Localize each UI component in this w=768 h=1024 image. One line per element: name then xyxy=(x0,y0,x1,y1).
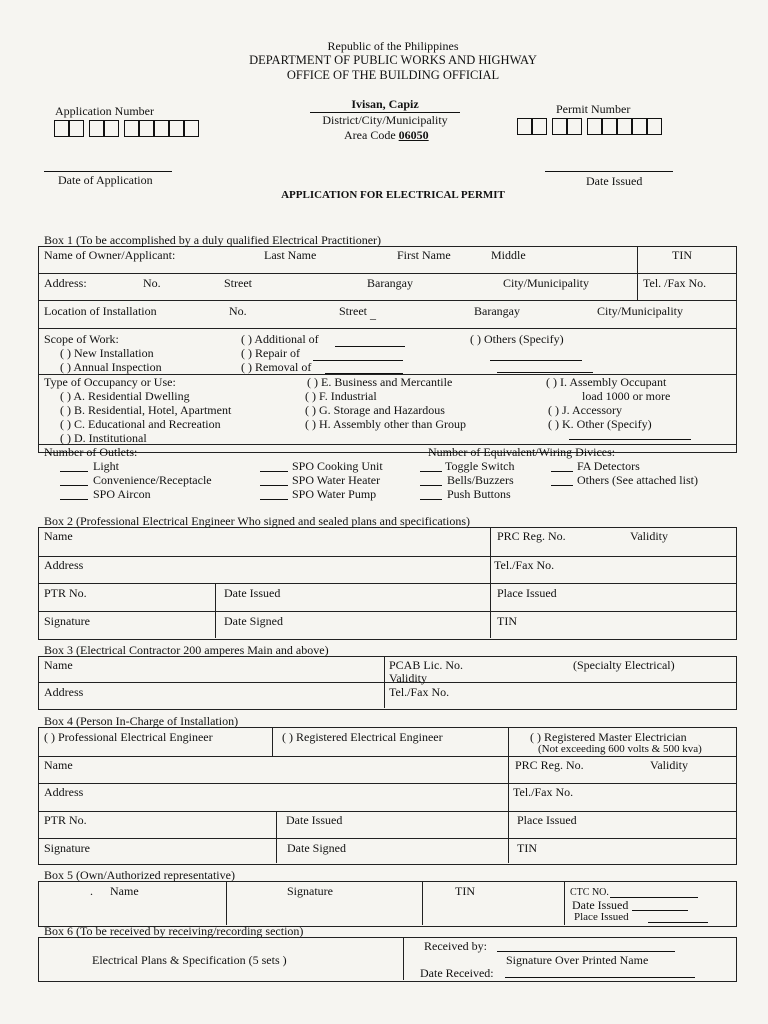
address-label: Address: xyxy=(44,276,87,290)
box4-option-pee[interactable]: ( ) Professional Electrical Engineer xyxy=(44,730,213,744)
box4-rme-note: (Not exceeding 600 volts & 500 kva) xyxy=(538,743,702,755)
occupancy-i[interactable]: ( ) I. Assembly Occupant xyxy=(546,375,667,389)
department-line: DEPARTMENT OF PUBLIC WORKS AND HIGHWAY xyxy=(249,53,537,67)
box3-caption: Box 3 (Electrical Contractor 200 amperes Main and above) xyxy=(44,643,329,657)
box4-date-signed-label: Date Signed xyxy=(287,841,346,855)
occupancy-i-note: load 1000 or more xyxy=(582,389,671,403)
box4-tel-label: Tel./Fax No. xyxy=(513,785,574,799)
box6-caption: Box 6 (To be received by receiving/recording section) xyxy=(44,924,304,938)
location-street-label: Street _ xyxy=(339,304,376,321)
first-name-label: First Name xyxy=(397,248,451,262)
box4-date-issued-label: Date Issued xyxy=(286,813,343,827)
box4-prc-label: PRC Reg. No. xyxy=(515,758,584,772)
address-city-label: City/Municipality xyxy=(503,276,589,290)
box2-date-signed-label: Date Signed xyxy=(224,614,283,628)
address-no-label: No. xyxy=(143,276,161,290)
box3-address-label: Address xyxy=(44,685,84,699)
occupancy-label: Type of Occupancy or Use: xyxy=(44,375,176,389)
box4-caption: Box 4 (Person In-Charge of Installation) xyxy=(44,714,239,728)
owner-label: Name of Owner/Applicant: xyxy=(44,248,176,262)
last-name-label: Last Name xyxy=(264,248,317,262)
box2-caption: Box 2 (Professional Electrical Engineer Who signed and sealed plans and specifications) xyxy=(44,514,470,528)
box6-plans-label: Electrical Plans & Specification (5 sets ) xyxy=(92,953,287,967)
date-of-application-line[interactable] xyxy=(44,171,172,172)
box5-table xyxy=(38,881,737,927)
date-issued-label: Date Issued xyxy=(586,174,643,188)
outlet-convenience: Convenience/Receptacle xyxy=(93,473,212,487)
scope-annual-inspection[interactable]: ( ) Annual Inspection xyxy=(60,360,162,374)
box4-option-rme[interactable]: ( ) Registered Master Electrician xyxy=(530,730,687,744)
box2-signature-label: Signature xyxy=(44,614,90,628)
tel-label: Tel. /Fax No. xyxy=(643,276,707,290)
box3-specialty-label: (Specialty Electrical) xyxy=(573,658,675,672)
scope-new-installation[interactable]: ( ) New Installation xyxy=(60,346,154,360)
box6-date-received-label: Date Received: xyxy=(420,966,494,980)
box5-tin-label: TIN xyxy=(455,884,475,898)
occupancy-e[interactable]: ( ) E. Business and Mercantile xyxy=(307,375,453,389)
devices-label: Number of Equivalent/Wiring Divices: xyxy=(428,445,616,459)
box5-dot: . xyxy=(90,884,93,898)
address-barangay-label: Barangay xyxy=(367,276,413,290)
box2-prc-label: PRC Reg. No. xyxy=(497,529,566,543)
occupancy-k[interactable]: ( ) K. Other (Specify) xyxy=(548,417,652,431)
box2-ptr-label: PTR No. xyxy=(44,586,87,600)
box4-name-label: Name xyxy=(44,758,73,772)
outlet-spo-aircon: SPO Aircon xyxy=(93,487,151,501)
outlet-spo-pump: SPO Water Pump xyxy=(292,487,377,501)
box3-name-label: Name xyxy=(44,658,73,672)
box4-option-ree[interactable]: ( ) Registered Electrical Engineer xyxy=(282,730,443,744)
box2-date-issued-label: Date Issued xyxy=(224,586,281,600)
device-fa-detectors: FA Detectors xyxy=(577,459,640,473)
location-city-label: City/Municipality xyxy=(597,304,683,318)
address-street-label: Street xyxy=(224,276,252,290)
device-others: Others (See attached list) xyxy=(577,473,698,487)
occupancy-f[interactable]: ( ) F. Industrial xyxy=(305,389,377,403)
box5-ctc-label: CTC NO. xyxy=(570,887,609,898)
occupancy-d[interactable]: ( ) D. Institutional xyxy=(60,431,147,445)
date-issued-line[interactable] xyxy=(545,171,673,172)
box3-validity-label: Validity xyxy=(389,671,427,685)
outlet-spo-cooking: SPO Cooking Unit xyxy=(292,459,383,473)
box1-caption: Box 1 (To be accomplished by a duly qualified Electrical Practitioner) xyxy=(44,233,382,247)
occupancy-h[interactable]: ( ) H. Assembly other than Group xyxy=(305,417,466,431)
box5-date-issued-label: Date Issued xyxy=(572,898,629,912)
form-title: APPLICATION FOR ELECTRICAL PERMIT xyxy=(281,189,505,201)
scope-others[interactable]: ( ) Others (Specify) xyxy=(470,332,564,346)
republic-line: Republic of the Philippines xyxy=(327,39,459,53)
box4-place-issued-label: Place Issued xyxy=(517,813,577,827)
occupancy-g[interactable]: ( ) G. Storage and Hazardous xyxy=(305,403,445,417)
permit-number-boxes[interactable] xyxy=(517,118,662,135)
location-name: Ivisan, Capiz xyxy=(351,97,419,111)
date-of-application-label: Date of Application xyxy=(58,173,153,187)
application-number-label: Application Number xyxy=(55,104,154,118)
box4-tin-label: TIN xyxy=(517,841,537,855)
location-no-label: No. xyxy=(229,304,247,318)
area-code: Area Code 06050 xyxy=(344,128,429,142)
location-barangay-label: Barangay xyxy=(474,304,520,318)
device-push-buttons: Push Buttons xyxy=(447,487,511,501)
box3-tel-label: Tel./Fax No. xyxy=(389,685,450,699)
device-toggle-switch: Toggle Switch xyxy=(445,459,515,473)
box2-tel-label: Tel./Fax No. xyxy=(494,558,555,572)
box4-ptr-label: PTR No. xyxy=(44,813,87,827)
middle-name-label: Middle xyxy=(491,248,526,262)
scope-removal[interactable]: ( ) Removal of xyxy=(241,360,312,374)
box5-signature-label: Signature xyxy=(287,884,333,898)
occupancy-b[interactable]: ( ) B. Residential, Hotel, Apartment xyxy=(60,403,232,417)
box2-name-label: Name xyxy=(44,529,73,543)
permit-number-label: Permit Number xyxy=(556,102,631,116)
box2-tin-label: TIN xyxy=(497,614,517,628)
box6-received-by-label: Received by: xyxy=(424,939,487,953)
outlet-spo-heater: SPO Water Heater xyxy=(292,473,381,487)
box2-validity-label: Validity xyxy=(630,529,668,543)
box5-place-issued-label: Place Issued xyxy=(574,911,629,923)
box6-signature-name-label: Signature Over Printed Name xyxy=(506,953,649,967)
occupancy-a[interactable]: ( ) A. Residential Dwelling xyxy=(60,389,190,403)
box2-address-label: Address xyxy=(44,558,84,572)
scope-additional[interactable]: ( ) Additional of xyxy=(241,332,319,346)
occupancy-j[interactable]: ( ) J. Accessory xyxy=(548,403,622,417)
box5-name-label: Name xyxy=(110,884,139,898)
box3-pcab-label: PCAB Lic. No. xyxy=(389,658,464,672)
tin-label: TIN xyxy=(672,248,692,262)
application-number-boxes[interactable] xyxy=(54,120,199,137)
device-bells-buzzers: Bells/Buzzers xyxy=(447,473,514,487)
box4-signature-label: Signature xyxy=(44,841,90,855)
scope-repair[interactable]: ( ) Repair of xyxy=(241,346,300,360)
office-line: OFFICE OF THE BUILDING OFFICIAL xyxy=(286,68,500,82)
scope-label: Scope of Work: xyxy=(44,332,119,346)
box4-address-label: Address xyxy=(44,785,84,799)
location-label: District/City/Municipality xyxy=(322,113,448,127)
box5-caption: Box 5 (Own/Authorized representative) xyxy=(44,868,235,882)
outlets-label: Number of Outlets: xyxy=(44,445,138,459)
box4-validity-label: Validity xyxy=(650,758,688,772)
outlet-light: Light xyxy=(93,459,119,473)
occupancy-c[interactable]: ( ) C. Educational and Recreation xyxy=(60,417,221,431)
location-installation-label: Location of Installation xyxy=(44,304,157,318)
box2-place-issued-label: Place Issued xyxy=(497,586,557,600)
